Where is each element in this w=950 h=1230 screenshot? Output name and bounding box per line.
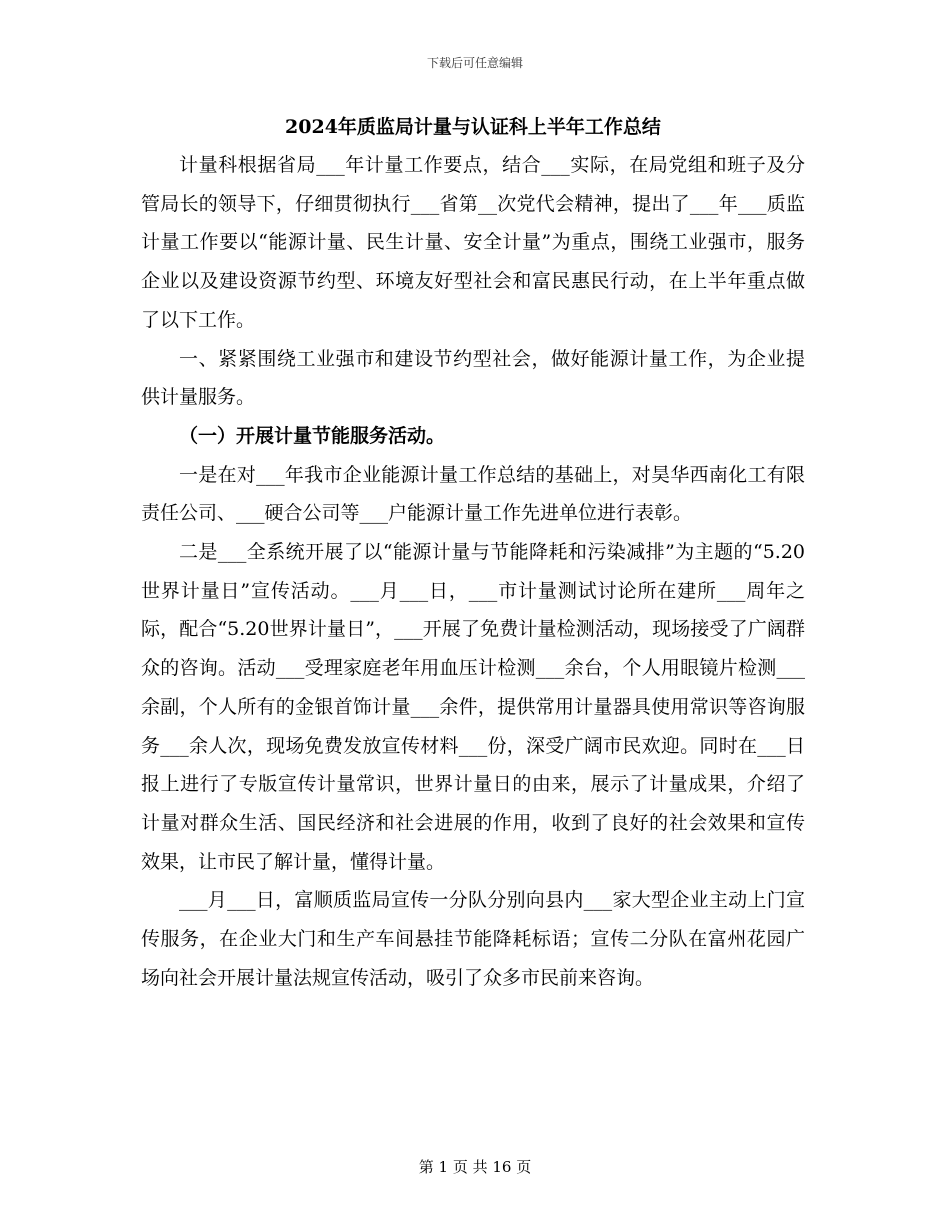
subsection-heading: （一）开展计量节能服务活动。 xyxy=(179,424,446,447)
paragraph-item-1: 一是在对___年我市企业能源计量工作总结的基础上，对昊华西南化工有限责任公司、___硬合公司等___户能源计量工作先进单位进行表彰。 xyxy=(141,463,805,525)
paragraph-item-3: ___月___日，富顺质监局宣传一分队分别向县内___家大型企业主动上门宣传服务，在企业大门和生产车间悬挂节能降耗标语；宣传二分队在富州花园广场向社会开展计量法规宣传活动，吸引了众多市民前来咨询。 xyxy=(141,889,805,989)
paragraph-item-2: 二是___全系统开展了以“能源计量与节能降耗和污染减排”为主题的“5.20世界计量日”宣传活动。___月___日，___市计量测试讨论所在建所___周年之际，配合“5.20世界计量日”，___开展了免费计量检测活动，现场接受了广阔群众的咨询。活动___受理家庭老年用血压计检测___余台，个人用眼镜片检测___余副，个人所有的金银首饰计量___余件，提供常用计量器具使用常识等咨询服务___余人次，现场免费发放宣传材料___份，深受广阔市民欢迎。同时在___日报上进行了专版宣传计量常识，世界计量日的由来，展示了计量成果，介绍了计量对群众生活、国民经济和社会进展的作用，收到了良好的社会效果和宣传效果，让市民了解计量，懂得计量。 xyxy=(141,541,805,873)
page-footer: 第 1 页 共 16 页 xyxy=(418,1158,532,1176)
document-body xyxy=(141,112,805,997)
header-note: 下载后可任意编辑 xyxy=(426,56,523,70)
paragraph-section-1: 一、紧紧围绕工业强市和建设节约型社会，做好能源计量工作，为企业提供计量服务。 xyxy=(141,347,805,409)
document-title: 2024年质监局计量与认证科上半年工作总结 xyxy=(285,116,661,138)
paragraph-intro: 计量科根据省局___年计量工作要点，结合___实际，在局党组和班子及分管局长的领导下，仔细贯彻执行___省第__次党代会精神，提出了___年___质监计量工作要以“能源计量、民生计量、安全计量”为重点，围绕工业强市，服务企业以及建设资源节约型、环境友好型社会和富民惠民行动，在上半年重点做了以下工作。 xyxy=(141,154,805,331)
